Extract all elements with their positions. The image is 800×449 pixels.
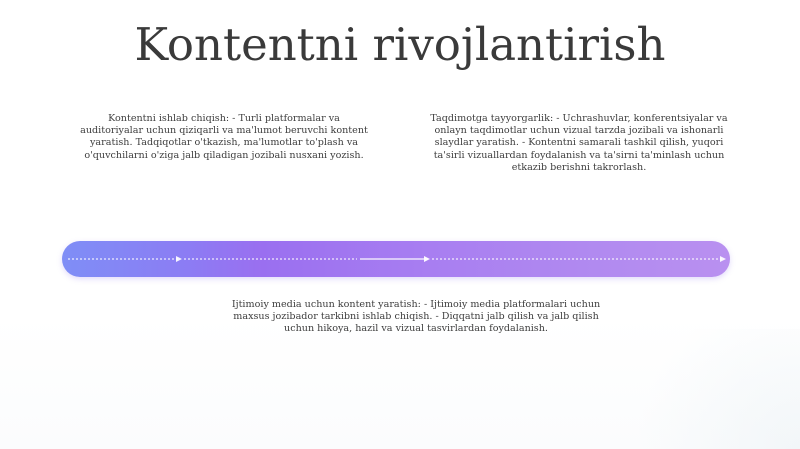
timeline-bar [62,241,730,277]
arrow-right-icon [720,256,726,262]
slide-title: Kontentni rivojlantirish [134,18,666,71]
content-block-left: Kontentni ishlab chiqish: - Turli platformalar va auditoriyalar uchun qiziqarli va ma'lumot beruvchi kontent yaratish. Tadqiqotlar o'tkazish, ma'lumotlar to'plash va o'quvchilarni o'ziga jalb qiladigan jozibali nusxani yozish. [80,113,368,161]
corner-decoration [600,329,800,449]
content-block-right: Taqdimotga tayyorgarlik: - Uchrashuvlar, konferentsiyalar va onlayn taqdimotlar uchun vizual tarzda jozibali va ishonarli slaydlar yaratish. - Kontentni samarali tashkil qilish, yuqori ta'sirli vizuallardan foydalanish va ta'sirni ta'minlash uchun etkazib berishni takrorlash. [430,113,728,173]
arrow-right-icon [424,256,430,262]
timeline-arrows [62,241,730,277]
arrow-right-icon [176,256,182,262]
content-block-bottom: Ijtimoiy media uchun kontent yaratish: - Ijtimoiy media platformalari uchun maxsus jozibador tarkibni ishlab chiqish. - Diqqatni jalb qilish va jalb qilish uchun hikoya, hazil va vizual tasvirlardan foydalanish. [231,299,601,335]
